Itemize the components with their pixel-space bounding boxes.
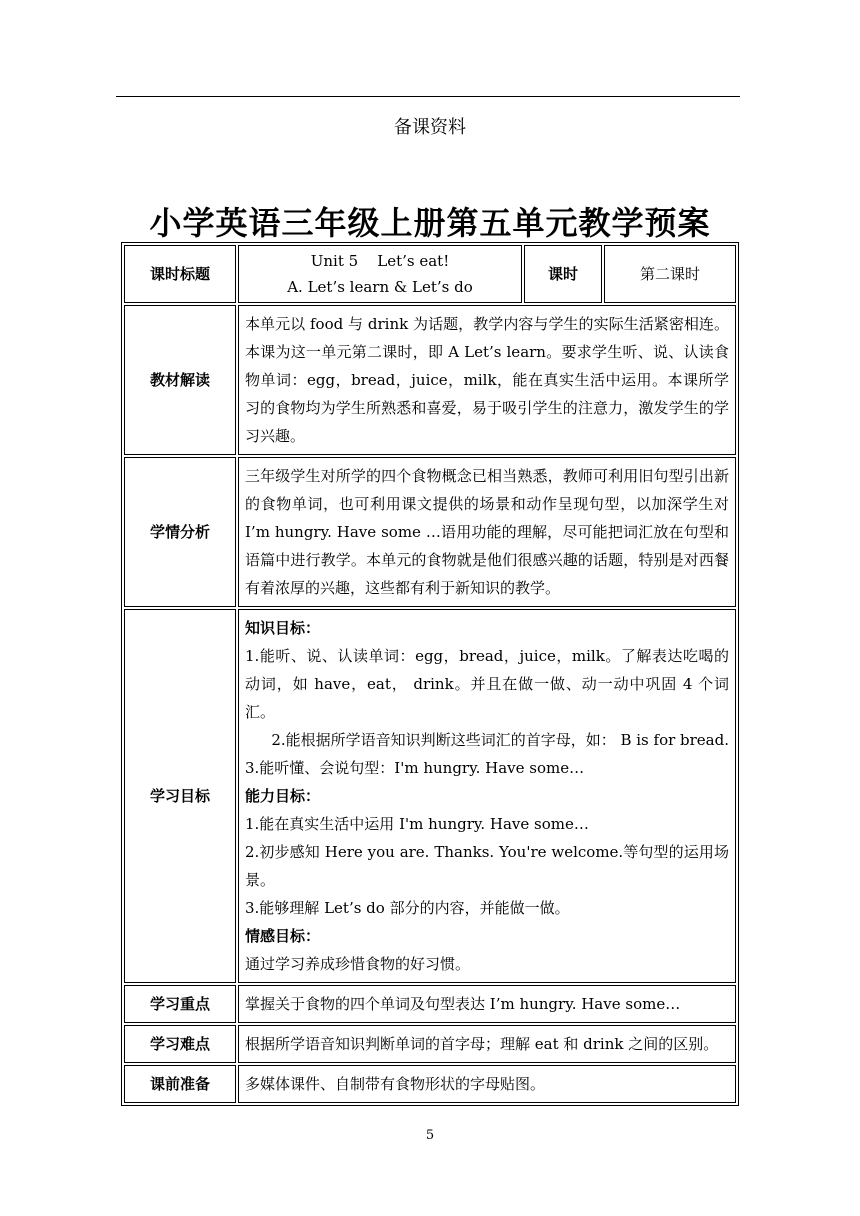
preparation-label: 课前准备: [124, 1065, 236, 1103]
page-number: 5: [425, 1128, 435, 1143]
period-label: 课时: [524, 245, 602, 303]
page-header: 备课资料: [394, 117, 466, 138]
knowledge-goal-3: 3.能听懂、会说句型：I'm hungry. Have some…: [245, 759, 585, 777]
ability-goal-3: 3.能够理解 Let’s do 部分的内容，并能做一做。: [245, 899, 570, 917]
lesson-unit-line: Unit 5 Let’s eat!: [310, 252, 450, 270]
goals-label: 学习目标: [124, 609, 236, 983]
goals-content: [238, 609, 736, 983]
emotion-goals-heading: 情感目标：: [245, 927, 321, 945]
material-text: 本单元以 food 与 drink 为话题，教学内容与学生的实际生活紧密相连。本课为这一单元第二课时，即 A Let’s learn。要求学生听、说、认读食物单词：egg，bread，juice，milk，能在真实生活中运用。本课所学习的食物均为学生所熟悉和喜爱，易于吸引学生的注意力，激发学生的学习兴趣。: [238, 305, 736, 455]
knowledge-goal-1: 1.能听、说、认读单词：egg，bread，juice，milk。了解表达吃喝的动词，如 have，eat， drink。并且在做一做、动一动中巩固 4 个词汇。: [245, 647, 729, 721]
period-value: 第二课时: [604, 245, 736, 303]
table-row: [124, 985, 736, 1023]
emotion-goal-1: 通过学习养成珍惜食物的好习惯。: [245, 955, 471, 973]
table-row: [124, 245, 736, 303]
difficulties-text: 根据所学语音知识判断单词的首字母；理解 eat 和 drink 之间的区别。: [238, 1025, 736, 1063]
lesson-title-value: [238, 245, 522, 303]
key-points-text: 掌握关于食物的四个单词及句型表达 I’m hungry. Have some…: [238, 985, 736, 1023]
lesson-section-line: A. Let’s learn & Let’s do: [287, 278, 473, 296]
knowledge-goals-heading: 知识目标：: [245, 619, 321, 637]
table-row: [124, 305, 736, 455]
lesson-plan-table: [121, 242, 739, 1106]
document-title: 小学英语三年级上册第五单元教学预案: [149, 204, 711, 242]
ability-goal-1: 1.能在真实生活中运用 I'm hungry. Have some…: [245, 815, 589, 833]
ability-goals-heading: 能力目标：: [245, 787, 321, 805]
table-row: [124, 1065, 736, 1103]
students-label: 学情分析: [124, 457, 236, 607]
header-rule: [116, 96, 740, 97]
preparation-text: 多媒体课件、自制带有食物形状的字母贴图。: [238, 1065, 736, 1103]
ability-goal-2: 2.初步感知 Here you are. Thanks. You're welcome.等句型的运用场景。: [245, 843, 729, 889]
key-points-label: 学习重点: [124, 985, 236, 1023]
lesson-title-label: 课时标题: [124, 245, 236, 303]
table-row: [124, 457, 736, 607]
material-label: 教材解读: [124, 305, 236, 455]
table-row: [124, 609, 736, 983]
students-text: 三年级学生对所学的四个食物概念已相当熟悉，教师可利用旧句型引出新的食物单词，也可利用课文提供的场景和动作呈现句型，以加深学生对 I’m hungry. Have some …语用功能的理解，尽可能把词汇放在句型和语篇中进行教学。本单元的食物就是他们很感兴趣的话题，特别是对西餐有着浓厚的兴趣，这些都有利于新知识的教学。: [238, 457, 736, 607]
table-row: [124, 1025, 736, 1063]
difficulties-label: 学习难点: [124, 1025, 236, 1063]
knowledge-goal-2: 2.能根据所学语音知识判断这些词汇的首字母，如： B is for bread.: [271, 731, 729, 749]
